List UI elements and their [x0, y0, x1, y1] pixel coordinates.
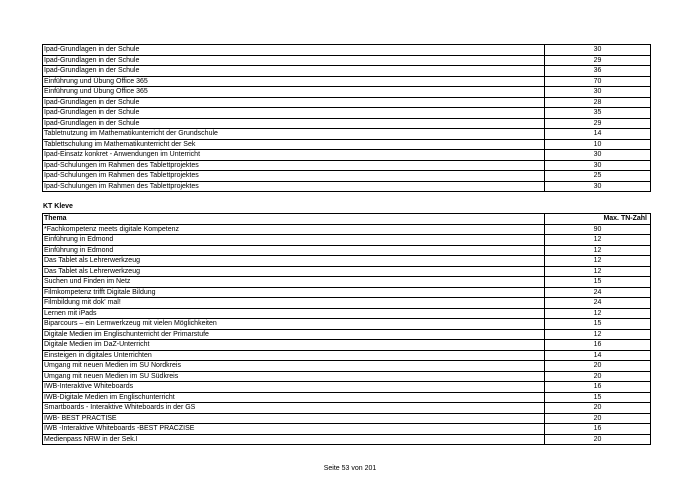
table-row	[43, 308, 651, 319]
table-row	[43, 287, 651, 298]
cell-tn-zahl: 24	[545, 298, 651, 309]
cell-tn-zahl: 35	[545, 108, 651, 119]
cell-thema: Einsteigen in digitales Unterrichten	[43, 350, 545, 361]
cell-thema: Digitale Medien im DaZ-Unterricht	[43, 340, 545, 351]
table-row	[43, 361, 651, 372]
cell-tn-zahl: 24	[545, 287, 651, 298]
table-header-row	[43, 214, 651, 225]
cell-thema: Filmkompetenz trifft Digitale Bildung	[43, 287, 545, 298]
cell-thema: Ipad-Grundlagen in der Schule	[43, 108, 545, 119]
cell-thema: Digitale Medien im Englischunterricht der Primarstufe	[43, 329, 545, 340]
table-row	[43, 392, 651, 403]
table-row	[43, 340, 651, 351]
cell-tn-zahl: 12	[545, 245, 651, 256]
cell-thema: Das Tablet als Lehrerwerkzeug	[43, 266, 545, 277]
course-table-kt-kleve	[42, 213, 651, 445]
cell-thema: Ipad-Schulungen im Rahmen des Tablettprojektes	[43, 160, 545, 171]
table-row	[43, 413, 651, 424]
cell-tn-zahl: 10	[545, 139, 651, 150]
cell-tn-zahl: 20	[545, 434, 651, 445]
cell-tn-zahl: 29	[545, 118, 651, 129]
cell-thema: Tablettschulung im Mathematikunterricht der Sek	[43, 139, 545, 150]
cell-tn-zahl: 12	[545, 329, 651, 340]
course-table-body	[43, 45, 651, 192]
cell-thema: Ipad-Grundlagen in der Schule	[43, 55, 545, 66]
table-row	[43, 382, 651, 393]
cell-tn-zahl: 20	[545, 403, 651, 414]
column-header-thema: Thema	[43, 214, 545, 225]
cell-tn-zahl: 12	[545, 235, 651, 246]
table-row	[43, 150, 651, 161]
cell-thema: Smartboards - Interaktive Whiteboards in der GS	[43, 403, 545, 414]
table-row	[43, 66, 651, 77]
cell-tn-zahl: 12	[545, 266, 651, 277]
cell-tn-zahl: 16	[545, 382, 651, 393]
cell-tn-zahl: 20	[545, 371, 651, 382]
cell-tn-zahl: 12	[545, 256, 651, 267]
cell-tn-zahl: 20	[545, 361, 651, 372]
cell-tn-zahl: 15	[545, 277, 651, 288]
table-row	[43, 277, 651, 288]
cell-tn-zahl: 14	[545, 350, 651, 361]
table-row	[43, 245, 651, 256]
table-row	[43, 108, 651, 119]
cell-tn-zahl: 28	[545, 97, 651, 108]
cell-tn-zahl: 16	[545, 340, 651, 351]
table-row	[43, 329, 651, 340]
table-row	[43, 224, 651, 235]
table-row	[43, 45, 651, 56]
cell-thema: Ipad-Einsatz konkret - Anwendungen im Unterricht	[43, 150, 545, 161]
cell-thema: IWB -Interaktive Whiteboards -BEST PRACZISE	[43, 424, 545, 435]
table-row	[43, 55, 651, 66]
table-row	[43, 97, 651, 108]
cell-thema: Tabletnutzung im Mathematikunterricht der Grundschule	[43, 129, 545, 140]
cell-tn-zahl: 29	[545, 55, 651, 66]
table-row	[43, 298, 651, 309]
cell-tn-zahl: 30	[545, 150, 651, 161]
cell-thema: Umgang mit neuen Medien im SU Nordkreis	[43, 361, 545, 372]
cell-thema: Ipad-Schulungen im Rahmen des Tablettprojektes	[43, 171, 545, 182]
cell-thema: Biparcours – ein Lernwerkzeug mit vielen Möglichkeiten	[43, 319, 545, 330]
cell-thema: Ipad-Schulungen im Rahmen des Tablettprojektes	[43, 181, 545, 192]
cell-tn-zahl: 30	[545, 181, 651, 192]
table-row	[43, 76, 651, 87]
cell-tn-zahl: 36	[545, 66, 651, 77]
table-row	[43, 181, 651, 192]
table-row	[43, 350, 651, 361]
cell-thema: Einführung und Übung Office 365	[43, 76, 545, 87]
table-row	[43, 129, 651, 140]
table-row	[43, 139, 651, 150]
table-row	[43, 371, 651, 382]
cell-tn-zahl: 30	[545, 87, 651, 98]
cell-thema: IWB-Digitale Medien im Englischunterricht	[43, 392, 545, 403]
cell-thema: IWB-Interaktive Whiteboards	[43, 382, 545, 393]
cell-thema: Suchen und Finden im Netz	[43, 277, 545, 288]
cell-tn-zahl: 20	[545, 413, 651, 424]
cell-tn-zahl: 70	[545, 76, 651, 87]
table-row	[43, 171, 651, 182]
cell-thema: Einführung und Übung Office 365	[43, 87, 545, 98]
cell-tn-zahl: 30	[545, 160, 651, 171]
cell-tn-zahl: 30	[545, 45, 651, 56]
cell-thema: Ipad-Grundlagen in der Schule	[43, 66, 545, 77]
cell-thema: Filmbildung mit dok' mal!	[43, 298, 545, 309]
cell-tn-zahl: 90	[545, 224, 651, 235]
table-row	[43, 256, 651, 267]
cell-thema: Medienpass NRW in der Sek.I	[43, 434, 545, 445]
cell-thema: Ipad-Grundlagen in der Schule	[43, 118, 545, 129]
table-row	[43, 118, 651, 129]
cell-thema: Lernen mit iPads	[43, 308, 545, 319]
cell-tn-zahl: 15	[545, 319, 651, 330]
table-row	[43, 403, 651, 414]
cell-thema: Ipad-Grundlagen in der Schule	[43, 45, 545, 56]
column-header-max-tn: Max. TN-Zahl	[545, 214, 651, 225]
cell-thema: Einführung in Edmond	[43, 235, 545, 246]
table-row	[43, 160, 651, 171]
cell-thema: Umgang mit neuen Medien im SU Südkreis	[43, 371, 545, 382]
table-row	[43, 266, 651, 277]
table-row	[43, 424, 651, 435]
cell-tn-zahl: 12	[545, 308, 651, 319]
cell-thema: *Fachkompetenz meets digitale Kompetenz	[43, 224, 545, 235]
cell-tn-zahl: 14	[545, 129, 651, 140]
cell-thema: Einführung in Edmond	[43, 245, 545, 256]
cell-thema: Das Tablet als Lehrerwerkzeug	[43, 256, 545, 267]
cell-tn-zahl: 25	[545, 171, 651, 182]
table-row	[43, 319, 651, 330]
cell-thema: IWB- BEST PRACTISE	[43, 413, 545, 424]
table-row	[43, 87, 651, 98]
course-table-continued	[42, 44, 651, 192]
table-row	[43, 434, 651, 445]
section-title-kt-kleve: KT Kleve	[43, 203, 73, 210]
page-number: Seite 53 von 201	[323, 465, 377, 472]
cell-tn-zahl: 16	[545, 424, 651, 435]
cell-tn-zahl: 15	[545, 392, 651, 403]
course-table-body	[43, 224, 651, 445]
table-row	[43, 235, 651, 246]
cell-thema: Ipad-Grundlagen in der Schule	[43, 97, 545, 108]
